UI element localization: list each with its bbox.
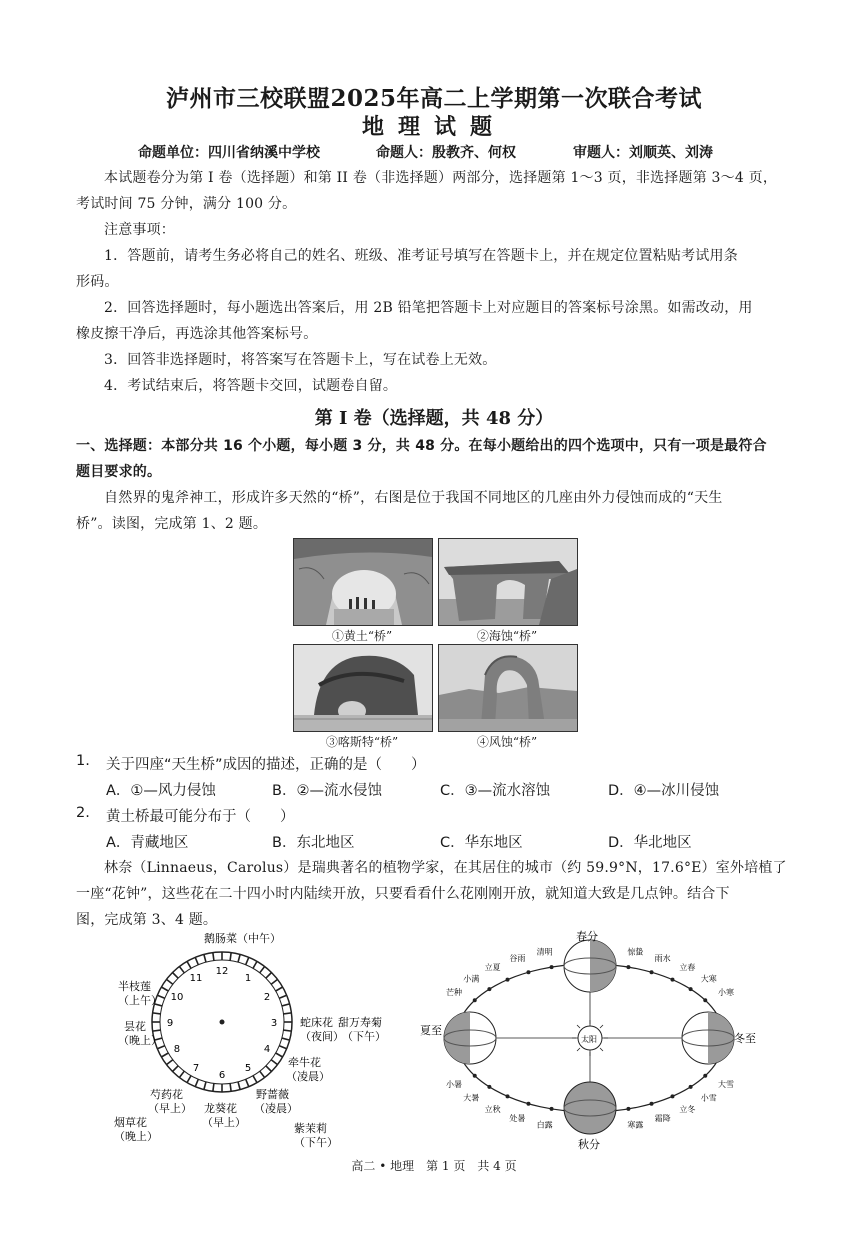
orbit-term-label: 立春 <box>679 962 696 972</box>
note-3: 3．回答非选择题时，将答案写在答题卡上，写在试卷上无效。 <box>104 352 497 368</box>
orbit-term-label: 谷雨 <box>509 953 526 963</box>
clock-tick <box>276 987 283 991</box>
orbit-term-label: 寒露 <box>627 1120 644 1130</box>
q1-option-a: A．①—风力侵蚀 <box>106 783 216 799</box>
orbit-term-dot <box>626 965 630 969</box>
label-left-mid-1: 昙花 <box>124 1020 146 1033</box>
label-bot-4b: （晚上） <box>114 1130 158 1143</box>
orbit-term-dot <box>473 998 477 1002</box>
section-title: 第 I 卷（选择题，共 48 分） <box>314 408 554 429</box>
clock-tick <box>161 1053 168 1057</box>
orbit-term-dot <box>670 1094 674 1098</box>
orbit-term-dot <box>689 987 693 991</box>
label-bot-3b: （凌晨） <box>254 1102 298 1115</box>
winter-label: 冬至 <box>734 1032 756 1045</box>
orbit-term-label: 小寒 <box>718 987 735 997</box>
unit-label: 命题单位：四川省纳溪中学校 <box>138 145 320 161</box>
orbit-term-label: 惊蛰 <box>627 947 644 957</box>
clock-number: 12 <box>215 966 229 977</box>
note-4: 4．考试结束后，将答题卡交回，试题卷自留。 <box>104 378 398 394</box>
clock-face <box>152 952 292 1092</box>
orbit-term-label: 立冬 <box>679 1105 696 1115</box>
orbit-term-label: 处暑 <box>509 1114 526 1124</box>
clock-tick <box>283 1013 291 1014</box>
note-1b: 形码。 <box>76 274 119 290</box>
page-footer: 高二 • 地理 第 1 页 共 4 页 <box>351 1159 517 1173</box>
clock-tick <box>266 973 272 979</box>
label-bot-5a: 紫茉莉 <box>294 1122 327 1135</box>
label-right-3a: 牵牛花 <box>288 1056 321 1069</box>
autumn-label: 秋分 <box>578 1138 600 1151</box>
clock-tick <box>153 1030 161 1031</box>
clock-tick <box>266 1066 272 1072</box>
clock-tick <box>282 1004 290 1006</box>
orbit-term-dot <box>526 970 530 974</box>
q1-option-c: C．③—流水溶蚀 <box>440 783 551 799</box>
clock-tick <box>204 954 206 962</box>
wind-arch-photo <box>438 644 578 732</box>
spring-label: 春分 <box>576 930 598 943</box>
label-right-3b: （凌晨） <box>286 1070 330 1083</box>
label-left-upper-2: （上午） <box>118 994 162 1007</box>
reviewers-label: 审题人：刘顺英、刘涛 <box>573 145 713 161</box>
orbit-term-dot <box>670 978 674 982</box>
clock-tick <box>271 979 277 984</box>
q1-option-d: D．④—冰川侵蚀 <box>608 783 720 799</box>
orbit-term-dot <box>650 1102 654 1106</box>
karst-bridge-photo <box>293 644 433 732</box>
orbit-term-label: 霜降 <box>654 1114 671 1124</box>
earth-winter-icon <box>682 1012 734 1064</box>
loess-bridge-photo <box>293 538 433 626</box>
question-1-number: 1. <box>76 753 90 769</box>
passage2-line-2: 一座“花钟”，这些花在二十四小时内陆续开放，只要看看什么花刚刚开放，就知道大致是几点钟。结合下 <box>76 886 730 902</box>
orbit-term-label: 白露 <box>536 1120 553 1130</box>
clock-number: 5 <box>244 1063 252 1075</box>
sun-label: 太阳 <box>581 1035 597 1044</box>
label-bot-2b: （早上） <box>202 1116 246 1129</box>
earth-autumn-icon <box>564 1082 616 1134</box>
question-2-number: 2. <box>76 805 90 821</box>
question-1-stem: 关于四座“天生桥”成因的描述，正确的是（ ） <box>106 757 426 773</box>
label-right-2b: （下午） <box>342 1030 386 1043</box>
label-left-mid-2: （晚上） <box>118 1034 162 1047</box>
exam-title: 泸州市三校联盟2025年高二上学期第一次联合考试 <box>165 85 702 112</box>
clock-tick <box>166 1060 172 1065</box>
orbit-term-dot <box>487 987 491 991</box>
label-right-1b: （夜间） <box>300 1030 344 1043</box>
orbit-term-dot <box>703 998 707 1002</box>
label-bot-1a: 芍药花 <box>150 1088 183 1101</box>
orbit-term-label: 立夏 <box>484 962 501 972</box>
clock-number: 6 <box>218 1070 226 1081</box>
earth-spring-icon <box>564 940 616 992</box>
intro-line-2: 考试时间 75 分钟，满分 100 分。 <box>76 196 297 212</box>
clock-tick <box>230 1083 231 1091</box>
sea-arch-photo <box>438 538 578 626</box>
clock-number: 9 <box>166 1018 174 1029</box>
orbit-term-dot <box>550 965 554 969</box>
clock-tick <box>260 966 265 972</box>
q2-option-a: A．青藏地区 <box>106 835 189 851</box>
orbit-term-label: 大暑 <box>463 1093 480 1103</box>
q2-option-b: B．东北地区 <box>272 835 355 851</box>
q2-option-c: C．华东地区 <box>440 835 523 851</box>
note-2a: 2．回答选择题时，每小题选出答案后，用 2B 铅笔把答题卡上对应题目的答案标号涂黑。如需改动，用 <box>104 300 753 316</box>
orbit-term-label: 小满 <box>463 974 480 984</box>
label-right-1a: 蛇床花 <box>300 1016 333 1029</box>
clock-tick <box>253 1076 257 1083</box>
photo-caption-2: ②海蚀“桥” <box>476 629 538 643</box>
clock-tick <box>282 1038 290 1040</box>
clock-tick <box>213 1083 214 1091</box>
section-instruction-1: 一、选择题：本部分共 16 个小题，每小题 3 分，共 48 分。在每小题给出的四个选项中，只有一项是最符合 <box>76 438 767 454</box>
clock-tick <box>153 1013 161 1014</box>
intro-line-1: 本试题卷分为第 I 卷（选择题）和第 II 卷（非选择题）两部分，选择题第 1～3 页，非选择题第 3～4 页， <box>104 170 778 186</box>
subject-title: 地理试题 <box>361 114 506 140</box>
orbit-term-label: 大雪 <box>718 1080 735 1090</box>
clock-number: 8 <box>173 1044 181 1055</box>
orbit-term-label: 清明 <box>536 947 553 957</box>
clock-tick <box>195 1079 198 1086</box>
clock-tick <box>173 973 179 979</box>
earth-summer-icon <box>444 1012 496 1064</box>
clock-tick <box>187 961 191 968</box>
orbit-term-label: 小雪 <box>700 1093 717 1103</box>
label-left-upper-1: 半枝莲 <box>118 980 151 993</box>
clock-tick <box>276 1053 283 1057</box>
orbit-term-label: 芒种 <box>445 987 462 997</box>
clock-tick <box>179 1071 184 1077</box>
clock-number: 10 <box>170 992 184 1003</box>
label-bot-2a: 龙葵花 <box>204 1102 237 1115</box>
orbit-term-dot <box>506 1094 510 1098</box>
clock-tick <box>161 987 168 991</box>
photo-caption-3: ③喀斯特“桥” <box>325 735 399 749</box>
earth-orbit-diagram <box>420 930 760 1152</box>
clock-tick <box>253 961 257 968</box>
clock-tick <box>173 1066 179 1072</box>
clock-number: 1 <box>244 972 252 984</box>
clock-tick <box>246 1079 249 1086</box>
authors-label: 命题人：殷教齐、何权 <box>376 145 516 161</box>
orbit-term-dot <box>506 978 510 982</box>
clock-tick <box>238 1082 240 1090</box>
passage2-line-1: 林奈（Linnaeus，Carolus）是瑞典著名的植物学家，在其居住的城市（约 59.9°N，17.6°E）室外培植了 <box>104 860 787 876</box>
clock-tick <box>246 957 249 964</box>
clock-number: 3 <box>270 1018 278 1029</box>
label-right-2a: 甜万寿菊 <box>338 1016 382 1029</box>
clock-tick <box>271 1060 277 1065</box>
q1-option-b: B．②—流水侵蚀 <box>272 783 382 799</box>
photo-caption-4: ④风蚀“桥” <box>476 735 538 749</box>
orbit-term-dot <box>550 1107 554 1111</box>
clock-tick <box>195 957 198 964</box>
label-top: 鹅肠菜（中午） <box>204 932 281 945</box>
clock-number: 2 <box>263 992 271 1003</box>
orbit-term-dot <box>473 1074 477 1078</box>
flower-clock-diagram <box>100 926 420 1156</box>
clock-tick <box>283 1030 291 1031</box>
passage1-line-2: 桥”。读图，完成第 1、2 题。 <box>76 516 268 532</box>
clock-tick <box>230 953 231 961</box>
photo-caption-1: ①黄土“桥” <box>331 629 393 643</box>
clock-number: 7 <box>192 1063 200 1075</box>
clock-tick <box>279 1046 286 1049</box>
orbit-term-dot <box>526 1102 530 1106</box>
orbit-term-dot <box>703 1074 707 1078</box>
section-instruction-2: 题目要求的。 <box>76 464 162 480</box>
note-1a: 1．答题前，请考生务必将自己的姓名、班级、准考证号填写在答题卡上，并在规定位置粘贴考试用条 <box>104 248 738 264</box>
label-bot-1b: （早上） <box>148 1102 192 1115</box>
orbit-term-label: 立秋 <box>484 1105 501 1115</box>
orbit-term-label: 大寒 <box>700 974 717 984</box>
orbit-term-dot <box>689 1085 693 1089</box>
note-2b: 橡皮擦干净后，再选涂其他答案标号。 <box>76 326 318 342</box>
label-bot-4a: 烟草花 <box>114 1116 147 1129</box>
clock-tick <box>179 966 184 972</box>
clock-number: 11 <box>189 972 203 984</box>
orbit-term-dot <box>487 1085 491 1089</box>
passage1-line-1: 自然界的鬼斧神工，形成许多天然的“桥”，右图是位于我国不同地区的几座由外力侵蚀而成的“天生 <box>104 490 723 506</box>
clock-tick <box>260 1071 265 1077</box>
label-bot-3a: 野蔷薇 <box>256 1088 289 1101</box>
clock-number: 4 <box>263 1044 271 1055</box>
orbit-term-dot <box>650 970 654 974</box>
passage2-line-3: 图，完成第 3、4 题。 <box>76 912 218 928</box>
clock-tick <box>279 995 286 998</box>
notes-title: 注意事项： <box>104 222 175 238</box>
label-bot-5b: （下午） <box>294 1136 338 1149</box>
clock-tick <box>166 979 172 984</box>
clock-tick <box>187 1076 191 1083</box>
summer-label: 夏至 <box>420 1024 442 1037</box>
clock-tick <box>213 953 214 961</box>
orbit-term-dot <box>626 1107 630 1111</box>
question-2-stem: 黄土桥最可能分布于（ ） <box>106 809 295 825</box>
clock-tick <box>238 954 240 962</box>
q2-option-d: D．华北地区 <box>608 835 692 851</box>
orbit-term-label: 雨水 <box>654 953 671 963</box>
orbit-term-label: 小暑 <box>445 1080 462 1090</box>
clock-tick <box>204 1082 206 1090</box>
